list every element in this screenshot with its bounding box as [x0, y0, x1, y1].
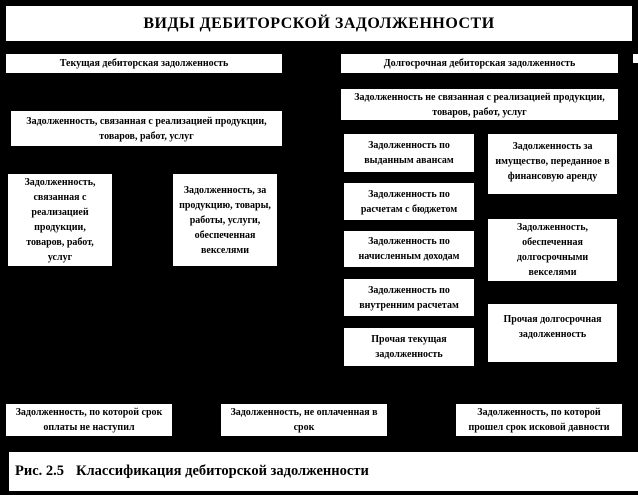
node-other-current: Прочая текущая задолженность	[343, 327, 475, 367]
node-internal-settlements: Задолженность по внутренним расчетам	[343, 278, 475, 317]
node-accrued-income: Задолженность по начисленным доходам	[343, 230, 475, 268]
node-advances-issued: Задолженность по выданным авансам	[343, 133, 475, 173]
node-longterm-receivables: Долгосрочная дебиторская задолженность	[340, 53, 619, 74]
node-other-longterm: Прочая долгосрочная задолженность	[487, 303, 618, 363]
node-finance-lease-property: Задолженность за имущество, переданное в финансовую аренду	[487, 133, 618, 195]
figure-caption	[9, 452, 638, 491]
node-related-to-sales: Задолженность, связанная с реализацией продукции, товаров, работ, услуг	[10, 110, 283, 147]
node-longterm-bills: Задолженность, обеспеченная долгосрочными векселями	[487, 218, 618, 282]
node-budget-settlements: Задолженность по расчетам с бюджетом	[343, 182, 475, 221]
node-limitation-expired: Задолженность, по которой прошел срок исковой давности	[455, 403, 623, 437]
figure-caption-label: Рис. 2.5	[15, 463, 65, 479]
diagram-title: ВИДЫ ДЕБИТОРСКОЙ ЗАДОЛЖЕННОСТИ	[5, 5, 633, 42]
node-current-receivables: Текущая дебиторская задолженность	[5, 53, 283, 74]
node-term-not-due: Задолженность, по которой срок оплаты не наступил	[5, 403, 173, 437]
node-related-to-sales-sub: Задолженность, связанная с реализацией продукции, товаров, работ, услуг	[7, 173, 113, 267]
node-not-paid-on-time: Задолженность, не оплаченная в срок	[220, 403, 388, 437]
edge-scan-artifact	[633, 54, 638, 63]
figure-caption-text: Классификация дебиторской задолженности	[76, 463, 369, 479]
node-not-related-to-sales: Задолженность не связанная с реализацией продукции, товаров, работ, услуг	[340, 88, 619, 121]
node-secured-by-bills: Задолженность, за продукцию, товары, работы, услуги, обеспеченная векселями	[172, 173, 278, 267]
